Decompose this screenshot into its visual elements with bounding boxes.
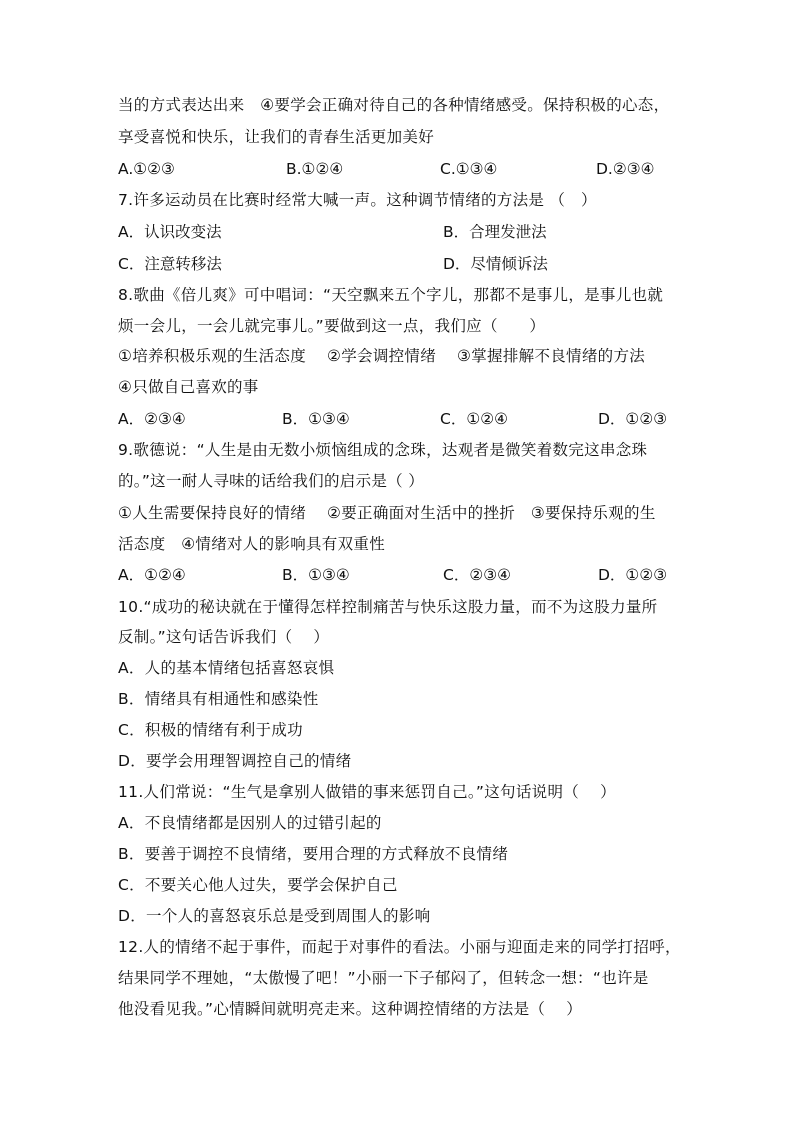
q12-stem-line-1: 12.人的情绪不起于事件，而起于对事件的看法。小丽与迎面走来的同学打招呼，: [118, 938, 681, 956]
q6-option-b: B.①②④: [286, 160, 344, 178]
q9-option-c: C．②③④: [443, 566, 512, 584]
q7-option-c: C．注意转移法: [118, 255, 222, 273]
q7-stem: 7.许多运动员在比赛时经常大喊一声。这种调节情绪的方法是 （ ）: [118, 191, 597, 209]
q9-option-a: A．①②④: [118, 566, 186, 584]
q10-option-b: B．情绪具有相通性和感染性: [118, 690, 319, 708]
q9-stem-line-1: 9.歌德说：“人生是由无数小烦恼组成的念珠，达观者是微笑着数完这串念珠: [118, 441, 648, 459]
q11-option-a: A．不良情绪都是因别人的过错引起的: [118, 814, 382, 832]
q8-option-c: C．①②④: [440, 410, 509, 428]
q11-option-d: D．一个人的喜怒哀乐总是受到周围人的影响: [118, 907, 431, 925]
q6-statement-line-1: 当的方式表达出来 ④要学会正确对待自己的各种情绪感受。保持积极的心态，: [118, 96, 670, 114]
q7-option-b: B．合理发泄法: [443, 223, 547, 241]
q8-option-a: A．②③④: [118, 410, 186, 428]
q9-statement-line-1: ①人生需要保持良好的情绪 ②要正确面对生活中的挫折 ③要保持乐观的生: [118, 504, 656, 522]
q12-stem-line-3: 他没看见我。”心情瞬间就明亮走来。这种调控情绪的方法是（ ）: [118, 1000, 583, 1018]
q8-stem-line-1: 8.歌曲《倍儿爽》可中唱词：“天空飘来五个字儿，那都不是事儿，是事儿也就: [118, 286, 664, 304]
q11-option-c: C．不要关心他人过失，要学会保护自己: [118, 876, 398, 894]
q6-option-d: D.②③④: [596, 160, 655, 178]
q6-option-a: A.①②③: [118, 160, 175, 178]
q8-stem-line-2: 烦一会儿，一会儿就完事儿。”要做到这一点，我们应（ ）: [118, 317, 546, 335]
q10-stem-line-1: 10.“成功的秘诀就在于懂得怎样控制痛苦与快乐这股力量，而不为这股力量所: [118, 598, 658, 616]
q11-stem: 11.人们常说：“生气是拿别人做错的事来惩罚自己。”这句话说明（ ）: [118, 783, 616, 801]
q6-option-c: C.①③④: [440, 160, 498, 178]
q8-statement-line-1: ①培养积极乐观的生活态度 ②学会调控情绪 ③掌握排解不良情绪的方法: [118, 347, 646, 365]
q7-option-a: A．认识改变法: [118, 223, 222, 241]
q12-stem-line-2: 结果同学不理她，“太傲慢了吧！”小丽一下子郁闷了，但转念一想：“也许是: [118, 969, 649, 987]
q11-option-b: B．要善于调控不良情绪，要用合理的方式释放不良情绪: [118, 845, 509, 863]
q9-stem-line-2: 的。”这一耐人寻味的话给我们的启示是（ ）: [118, 472, 425, 490]
q8-statement-line-2: ④只做自己喜欢的事: [118, 378, 259, 396]
q8-option-b: B．①③④: [282, 410, 350, 428]
q6-statement-line-2: 享受喜悦和快乐，让我们的青春生活更加美好: [118, 128, 435, 146]
q10-option-d: D．要学会用理智调控自己的情绪: [118, 752, 352, 770]
q7-option-d: D．尽情倾诉法: [443, 255, 548, 273]
q9-option-d: D．①②③: [598, 566, 668, 584]
q9-option-b: B．①③④: [282, 566, 350, 584]
q9-statement-line-2: 活态度 ④情绪对人的影响具有双重性: [118, 535, 385, 553]
q10-option-a: A．人的基本情绪包括喜怒哀惧: [118, 659, 335, 677]
q8-option-d: D．①②③: [598, 410, 668, 428]
q10-option-c: C．积极的情绪有利于成功: [118, 721, 303, 739]
q10-stem-line-2: 反制。”这句话告诉我们（ ）: [118, 628, 330, 646]
